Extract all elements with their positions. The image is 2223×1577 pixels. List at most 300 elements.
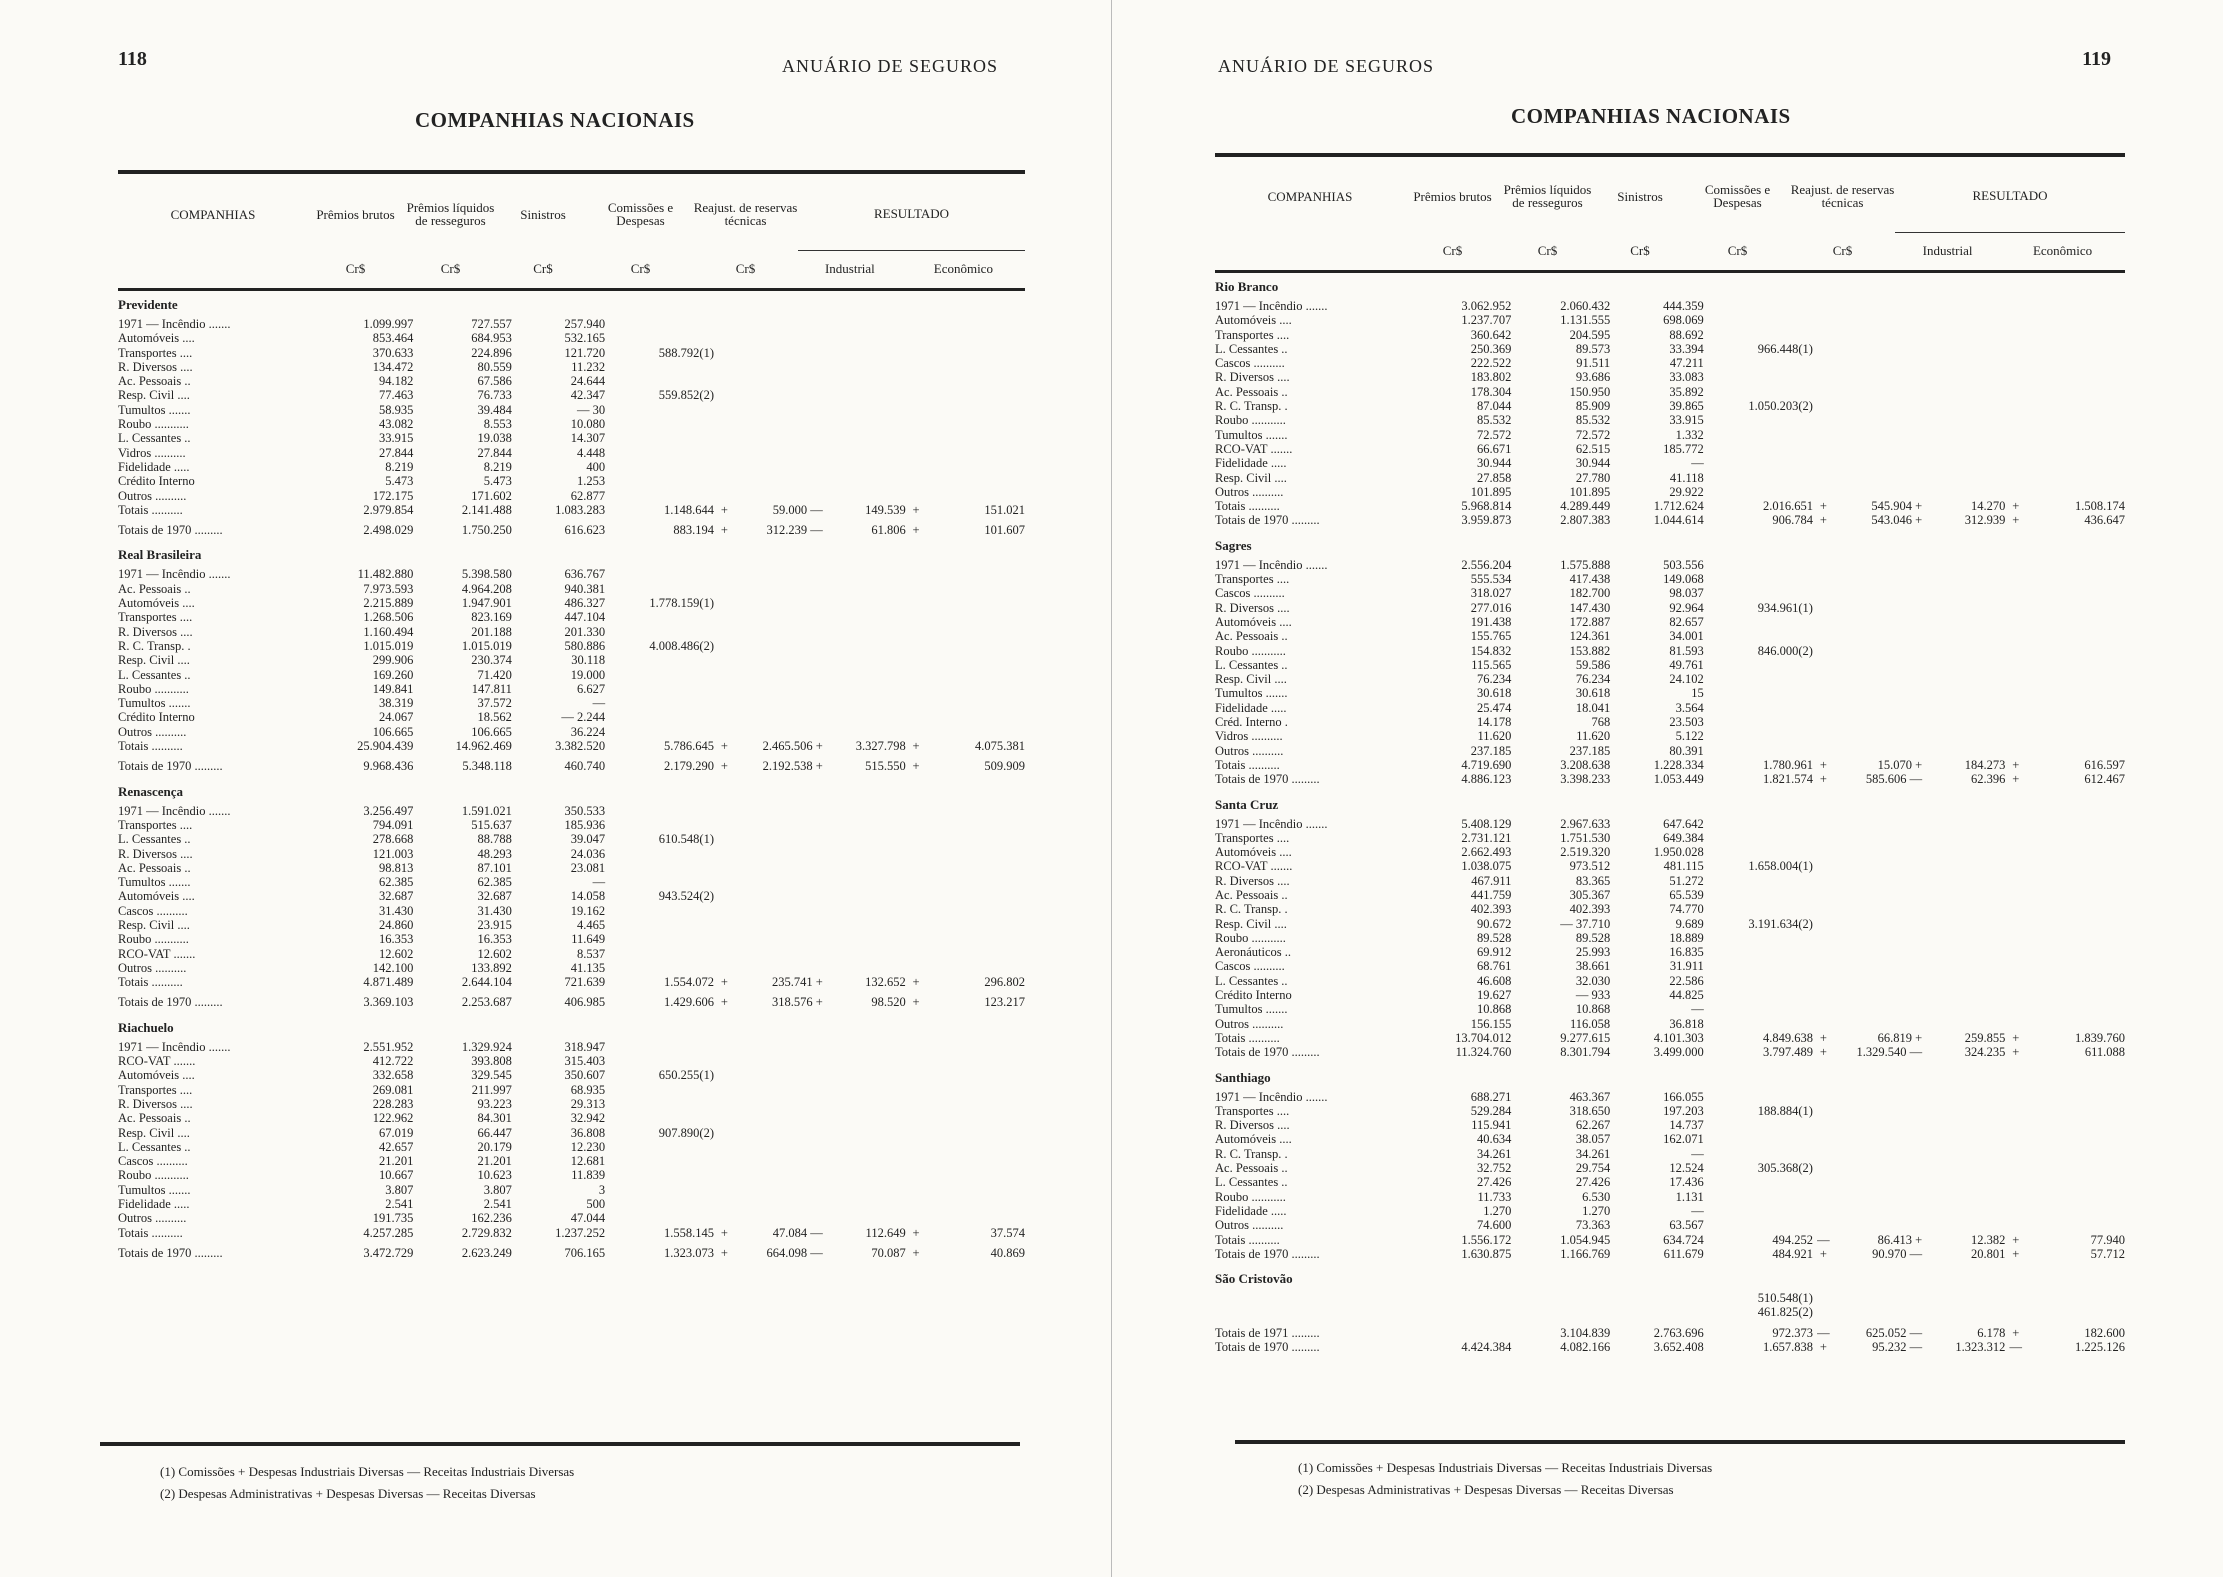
value-cell xyxy=(1834,1204,1922,1218)
value-cell: 1.131 xyxy=(1675,1189,1704,1204)
sign-cell xyxy=(2005,845,2026,859)
value-cell xyxy=(1922,1147,2005,1161)
value-cell xyxy=(1922,1190,2005,1204)
value-cell: 2.498.029 xyxy=(363,523,414,538)
value-cell: 24.860 xyxy=(379,917,414,932)
sign-cell xyxy=(714,668,735,682)
sign-cell xyxy=(714,918,735,932)
value-cell xyxy=(2026,988,2125,1002)
value-cell: 72.572 xyxy=(1575,427,1611,442)
value-cell xyxy=(605,1040,714,1054)
value-cell: 18.041 xyxy=(1575,700,1611,715)
value-cell: 18.562 xyxy=(477,710,512,725)
value-cell: 853.464 xyxy=(372,331,414,346)
value-cell: 5.473 xyxy=(483,474,512,489)
sign-cell xyxy=(714,388,735,402)
sign-cell xyxy=(1813,629,1834,643)
value-cell xyxy=(605,374,714,388)
value-cell: 37.572 xyxy=(477,696,512,711)
value-cell: 3.959.873 xyxy=(1461,513,1512,528)
row-label: Roubo ........... xyxy=(1215,413,1286,428)
value-cell xyxy=(1511,1305,1610,1319)
sign-cell xyxy=(2005,902,2026,916)
value-cell xyxy=(1922,988,2005,1002)
value-cell: 66.671 xyxy=(1477,441,1512,456)
value-cell xyxy=(1922,356,2005,370)
table-row xyxy=(118,753,1025,773)
value-cell xyxy=(2026,342,2125,356)
value-cell xyxy=(823,1126,906,1140)
value-cell: 15 xyxy=(1691,686,1704,701)
value-cell xyxy=(1922,1218,2005,1232)
sign-cell xyxy=(714,875,735,889)
value-cell: 4.886.123 xyxy=(1461,772,1512,787)
sign-cell xyxy=(906,961,927,975)
value-cell: 63.567 xyxy=(1669,1218,1704,1233)
row-label: Resp. Civil .... xyxy=(118,388,190,403)
table-row xyxy=(1215,945,2125,959)
company-name: Renascença xyxy=(118,783,183,799)
value-cell: 2.556.204 xyxy=(1461,557,1512,572)
sign-cell xyxy=(1813,1291,1834,1305)
table-row xyxy=(118,374,1025,388)
value-cell xyxy=(605,682,714,696)
sign-cell xyxy=(2005,931,2026,945)
sign-cell xyxy=(2005,413,2026,427)
row-label: Ac. Pessoais .. xyxy=(118,581,191,596)
value-cell xyxy=(735,804,823,818)
value-cell: 30.118 xyxy=(571,653,606,668)
sign-cell xyxy=(714,861,735,875)
sign-cell xyxy=(1813,874,1834,888)
value-cell: 312.939 xyxy=(1964,513,2006,528)
value-cell: 93.686 xyxy=(1575,370,1611,385)
table-row xyxy=(118,1083,1025,1097)
value-cell: 2.541 xyxy=(483,1197,512,1212)
value-cell: 25.474 xyxy=(1477,700,1512,715)
company-block xyxy=(1215,279,2125,528)
col-comissoes: Comissões e Despesas xyxy=(1704,182,1771,210)
value-cell xyxy=(1704,1017,1813,1031)
row-label: Roubo ........... xyxy=(118,932,189,947)
value-cell: 16.835 xyxy=(1669,945,1704,960)
value-cell xyxy=(1704,959,1813,973)
value-cell: 318.576 + xyxy=(771,995,823,1010)
row-label: Outros .......... xyxy=(118,960,187,975)
sign-cell xyxy=(906,388,927,402)
value-cell: 93.223 xyxy=(477,1096,512,1111)
sign-cell xyxy=(2005,686,2026,700)
value-cell: 3.652.408 xyxy=(1653,1340,1704,1354)
table-row xyxy=(118,596,1025,610)
value-cell: 318.027 xyxy=(1470,586,1512,601)
sign-cell: + xyxy=(1819,757,1827,772)
value-cell: 151.021 xyxy=(984,502,1025,517)
value-cell xyxy=(1834,817,1922,831)
col-economico: Econômico xyxy=(902,250,1025,286)
value-cell xyxy=(1922,945,2005,959)
company-table xyxy=(1215,817,2125,1060)
value-cell: 81.593 xyxy=(1669,643,1704,658)
value-cell xyxy=(2026,859,2125,873)
value-cell: 616.623 xyxy=(564,523,606,538)
sign-cell xyxy=(1813,1190,1834,1204)
value-cell: 6.178 xyxy=(1977,1325,2006,1340)
sign-cell: + xyxy=(2012,772,2020,787)
value-cell: 123.217 xyxy=(984,995,1025,1010)
value-cell: — 37.710 xyxy=(1560,916,1611,931)
value-cell xyxy=(1922,701,2005,715)
value-cell xyxy=(2026,874,2125,888)
value-cell xyxy=(926,388,1025,402)
value-cell xyxy=(735,1083,823,1097)
value-cell: 1.044.614 xyxy=(1653,513,1704,528)
value-cell xyxy=(823,474,906,488)
value-cell xyxy=(735,889,823,903)
value-cell xyxy=(1922,686,2005,700)
table-row xyxy=(118,1183,1025,1197)
sign-cell xyxy=(1813,328,1834,342)
value-cell: 24.102 xyxy=(1669,672,1704,687)
company-name: Previdente xyxy=(118,297,178,312)
value-cell xyxy=(1834,988,1922,1002)
value-cell: 35.892 xyxy=(1669,384,1704,399)
value-cell xyxy=(735,489,823,503)
value-cell xyxy=(823,1054,906,1068)
value-cell: 1.083.283 xyxy=(555,502,606,517)
col-industrial: Industrial xyxy=(798,250,902,286)
sign-cell xyxy=(906,417,927,431)
value-cell: 224.896 xyxy=(471,345,512,360)
value-cell xyxy=(926,1054,1025,1068)
value-cell xyxy=(1922,874,2005,888)
value-cell: 4.424.384 xyxy=(1461,1340,1512,1354)
sign-cell xyxy=(906,567,927,581)
value-cell: 543.046 + xyxy=(1871,513,1923,528)
value-cell: 823.169 xyxy=(471,610,512,625)
table-row xyxy=(1215,772,2125,786)
sign-cell xyxy=(906,1097,927,1111)
row-label: Ac. Pessoais .. xyxy=(1215,629,1288,644)
value-cell: 185.936 xyxy=(564,817,606,832)
sign-cell: + xyxy=(912,975,920,990)
value-cell: 33.915 xyxy=(1669,413,1704,428)
value-cell: 90.672 xyxy=(1477,916,1512,931)
table-row xyxy=(118,331,1025,345)
sign-cell xyxy=(714,932,735,946)
row-label: Tumultos ....... xyxy=(1215,1002,1288,1017)
value-cell: 5.968.814 xyxy=(1461,499,1512,514)
row-label: Fidelidade ..... xyxy=(118,1197,190,1212)
value-cell xyxy=(605,932,714,946)
company-table xyxy=(118,804,1025,1010)
value-cell xyxy=(1704,456,1813,470)
table-row xyxy=(1215,672,2125,686)
value-cell xyxy=(735,725,823,739)
value-cell xyxy=(1922,672,2005,686)
value-cell: 30.618 xyxy=(1477,686,1512,701)
sign-cell xyxy=(1813,845,1834,859)
table-row xyxy=(118,682,1025,696)
row-label: Resp. Civil .... xyxy=(1215,916,1287,931)
value-cell xyxy=(1834,328,1922,342)
value-cell: 940.381 xyxy=(564,581,606,596)
value-cell: 4.289.449 xyxy=(1560,499,1611,514)
sign-cell xyxy=(2005,601,2026,615)
value-cell xyxy=(2026,328,2125,342)
row-label: R. Diversos .... xyxy=(1215,1118,1290,1133)
sign-cell xyxy=(2005,485,2026,499)
col-economico: Econômico xyxy=(2000,232,2125,268)
sign-cell: + xyxy=(912,995,920,1010)
sign-cell xyxy=(2005,974,2026,988)
table-row xyxy=(1215,356,2125,370)
sign-cell xyxy=(1813,686,1834,700)
sign-cell xyxy=(1813,442,1834,456)
value-cell: 634.724 xyxy=(1663,1232,1704,1247)
value-cell xyxy=(823,832,906,846)
value-cell: 588.792(1) xyxy=(658,345,714,360)
value-cell xyxy=(1413,1320,1512,1340)
value-cell: 2.060.432 xyxy=(1560,299,1611,313)
value-cell xyxy=(1704,1204,1813,1218)
value-cell: 98.037 xyxy=(1669,586,1704,601)
value-cell: 721.639 xyxy=(564,975,606,990)
table-row xyxy=(1215,817,2125,831)
sign-cell xyxy=(1813,959,1834,973)
value-cell: 4.101.303 xyxy=(1653,1030,1704,1045)
value-cell: 67.586 xyxy=(477,374,512,389)
value-cell: 484.921 xyxy=(1772,1246,1813,1261)
value-cell xyxy=(1834,1161,1922,1175)
value-cell: 610.548(1) xyxy=(658,832,714,847)
value-cell: 1.429.606 xyxy=(663,995,714,1010)
value-cell: — xyxy=(592,875,606,890)
value-cell: 611.088 xyxy=(2084,1045,2125,1060)
value-cell xyxy=(2026,629,2125,643)
value-cell xyxy=(2026,715,2125,729)
value-cell: 156.155 xyxy=(1470,1016,1512,1031)
value-cell xyxy=(926,1097,1025,1111)
sign-cell: + xyxy=(912,759,920,774)
value-cell: 31.911 xyxy=(1669,959,1704,974)
sign-cell xyxy=(1813,572,1834,586)
sign-cell xyxy=(1813,1104,1834,1118)
sign-cell xyxy=(906,1068,927,1082)
value-cell xyxy=(823,596,906,610)
value-cell xyxy=(735,460,823,474)
row-label: Tumultos ....... xyxy=(118,875,191,890)
footnote-1: (1) Comissões + Despesas Industriais Diversas — Receitas Industriais Diversas xyxy=(160,1464,575,1479)
value-cell xyxy=(735,417,823,431)
value-cell xyxy=(1704,1218,1813,1232)
value-cell xyxy=(926,1040,1025,1054)
table-row xyxy=(1215,859,2125,873)
value-cell: 1.556.172 xyxy=(1461,1232,1512,1247)
value-cell xyxy=(1834,1147,1922,1161)
value-cell: 162.236 xyxy=(471,1211,512,1226)
value-cell xyxy=(1922,428,2005,442)
value-cell: 2.807.383 xyxy=(1560,513,1611,528)
row-label: 1971 — Incêndio ....... xyxy=(1215,299,1328,313)
sign-cell xyxy=(1813,1017,1834,1031)
row-label: Ac. Pessoais .. xyxy=(118,860,191,875)
value-cell: 2.253.687 xyxy=(461,995,512,1010)
value-cell xyxy=(823,1083,906,1097)
value-cell xyxy=(735,317,823,331)
value-cell: 684.953 xyxy=(471,331,512,346)
table-row xyxy=(118,517,1025,537)
value-cell xyxy=(735,639,823,653)
value-cell: 188.884(1) xyxy=(1757,1103,1813,1118)
value-cell: 1.253 xyxy=(577,474,606,489)
row-label: R. Diversos .... xyxy=(118,359,193,374)
table-row xyxy=(1215,1320,2125,1340)
value-cell: 698.069 xyxy=(1663,313,1704,328)
value-cell xyxy=(2026,817,2125,831)
col-companhias: COMPANHIAS xyxy=(1267,188,1353,204)
value-cell xyxy=(823,947,906,961)
value-cell: 58.935 xyxy=(379,402,414,417)
row-label: R. C. Transp. . xyxy=(118,638,191,653)
value-cell: 33.394 xyxy=(1669,341,1704,356)
value-cell: 67.019 xyxy=(379,1125,414,1140)
sign-cell: + xyxy=(2012,1030,2020,1045)
value-cell xyxy=(735,1154,823,1168)
value-cell: 846.000(2) xyxy=(1757,643,1813,658)
value-cell xyxy=(1704,715,1813,729)
value-cell: 36.818 xyxy=(1669,1016,1704,1031)
sign-cell xyxy=(714,947,735,961)
sign-cell xyxy=(714,832,735,846)
table-row xyxy=(1215,442,2125,456)
value-cell xyxy=(926,804,1025,818)
sign-cell xyxy=(906,1154,927,1168)
value-cell: 1.237.707 xyxy=(1461,313,1512,328)
value-cell: 250.369 xyxy=(1470,341,1512,356)
footnotes xyxy=(160,1461,574,1505)
value-cell: 8.537 xyxy=(577,946,606,961)
table-row xyxy=(118,474,1025,488)
running-head: ANUÁRIO DE SEGUROS xyxy=(1218,56,1435,76)
row-label: L. Cessantes .. xyxy=(1215,1175,1288,1190)
table-row xyxy=(1215,615,2125,629)
value-cell xyxy=(926,1111,1025,1125)
value-cell xyxy=(1834,1002,1922,1016)
table-row xyxy=(1215,629,2125,643)
row-label: R. Diversos .... xyxy=(118,1096,193,1111)
table-row xyxy=(1215,413,2125,427)
value-cell xyxy=(926,1083,1025,1097)
row-label: Transportes .... xyxy=(1215,572,1290,587)
sign-cell xyxy=(714,474,735,488)
value-cell xyxy=(605,1211,714,1225)
row-label: Totais de 1970 ......... xyxy=(118,995,223,1010)
row-label: Fidelidade ..... xyxy=(1215,700,1287,715)
value-cell: 5.473 xyxy=(385,474,414,489)
currency-label: Cr$ xyxy=(735,260,756,276)
table-row xyxy=(1215,385,2125,399)
page-number: 119 xyxy=(2082,48,2111,70)
value-cell: 296.802 xyxy=(984,975,1025,990)
value-cell: 32.687 xyxy=(477,889,512,904)
currency-label: Cr$ xyxy=(630,260,651,276)
value-cell xyxy=(1834,413,1922,427)
value-cell: 147.430 xyxy=(1569,600,1611,615)
value-cell xyxy=(1834,629,1922,643)
col-resultado: RESULTADO xyxy=(873,206,950,222)
value-cell xyxy=(926,446,1025,460)
row-label: Resp. Civil .... xyxy=(1215,672,1287,687)
value-cell: 318.650 xyxy=(1569,1103,1611,1118)
table-row xyxy=(1215,1218,2125,1232)
value-cell: 406.985 xyxy=(564,995,606,1010)
value-cell: 2.551.952 xyxy=(363,1039,414,1054)
value-cell xyxy=(1922,744,2005,758)
col-premios-liquidos: Prêmios líquidos de resseguros xyxy=(406,200,495,228)
value-cell xyxy=(926,1197,1025,1211)
table-row xyxy=(118,639,1025,653)
value-cell xyxy=(1834,428,1922,442)
value-cell: 2.731.121 xyxy=(1461,830,1512,845)
sign-cell: + xyxy=(720,995,728,1010)
value-cell: 1.657.838 xyxy=(1762,1340,1813,1354)
value-cell: 228.283 xyxy=(372,1096,414,1111)
row-label: Totais de 1971 ......... xyxy=(1215,1325,1320,1340)
value-cell: 98.813 xyxy=(379,860,414,875)
sign-cell xyxy=(2005,471,2026,485)
value-cell: 184.273 xyxy=(1964,757,2006,772)
value-cell xyxy=(605,331,714,345)
value-cell: 15.070 + xyxy=(1877,757,1923,772)
row-label: Totais .......... xyxy=(1215,1030,1280,1045)
value-cell: 48.293 xyxy=(477,846,512,861)
value-cell xyxy=(1834,1175,1922,1189)
value-cell xyxy=(1704,744,1813,758)
value-cell: 155.765 xyxy=(1470,629,1512,644)
value-cell xyxy=(823,1154,906,1168)
company-block xyxy=(1215,1070,2125,1262)
value-cell xyxy=(823,918,906,932)
sign-cell xyxy=(906,947,927,961)
value-cell xyxy=(1704,586,1813,600)
value-cell: 90.970 — xyxy=(1872,1246,1923,1261)
value-cell xyxy=(735,832,823,846)
value-cell xyxy=(2026,701,2125,715)
footnotes xyxy=(1298,1457,1712,1501)
table-row xyxy=(1215,831,2125,845)
value-cell: 133.892 xyxy=(471,960,512,975)
value-cell xyxy=(735,374,823,388)
value-cell: 1.160.494 xyxy=(363,624,414,639)
value-cell xyxy=(2026,601,2125,615)
value-cell xyxy=(1922,1002,2005,1016)
sign-cell xyxy=(2005,299,2026,313)
value-cell: 5.348.118 xyxy=(462,759,512,774)
sign-cell xyxy=(2005,558,2026,572)
value-cell xyxy=(1922,888,2005,902)
sign-cell: + xyxy=(1819,772,1827,787)
value-cell xyxy=(926,932,1025,946)
value-cell xyxy=(1834,917,1922,931)
value-cell xyxy=(1922,413,2005,427)
sign-cell: + xyxy=(1819,1246,1827,1261)
value-cell: 23.503 xyxy=(1669,715,1704,730)
table-row xyxy=(118,460,1025,474)
sign-cell xyxy=(1813,342,1834,356)
value-cell xyxy=(926,431,1025,445)
row-label: Roubo ........... xyxy=(118,417,189,432)
